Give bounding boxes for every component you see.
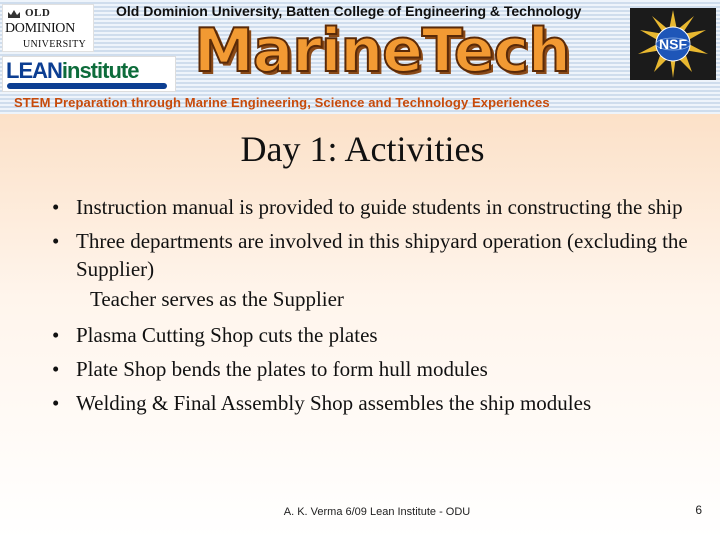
- footer-credit: A. K. Verma 6/09 Lean Institute - ODU: [283, 506, 471, 518]
- odu-logo-line1: OLD: [25, 7, 51, 19]
- bullet-item: [46, 227, 706, 283]
- bullet-item: [46, 193, 706, 221]
- crown-icon: [7, 9, 21, 19]
- bullet-text: Instruction manual is provided to guide students in constructing the ship: [76, 195, 683, 219]
- bullet-text: Plate Shop bends the plates to form hull modules: [76, 357, 488, 381]
- college-title: Old Dominion University, Batten College of Engineering & Technology: [116, 3, 582, 19]
- header-banner: [0, 0, 720, 114]
- nsf-logo-text: NSF: [659, 36, 687, 52]
- swoosh-icon: [7, 83, 167, 89]
- bullet-marker: •: [52, 391, 60, 415]
- bullet-item: [46, 321, 706, 349]
- bullet-item: [46, 355, 706, 383]
- lean-logo-lean: LEAN: [6, 58, 62, 83]
- bullet-text: Three departments are involved in this shipyard operation (excluding the Supplier): [76, 229, 688, 281]
- odu-logo-line3: UNIVERSITY: [23, 39, 86, 50]
- bullet-text: Welding & Final Assembly Shop assembles the ship modules: [76, 391, 592, 415]
- bullet-text: Teacher serves as the Supplier: [90, 287, 344, 311]
- marinetech-brand: MarineTech: [194, 16, 570, 86]
- bullet-list: [46, 193, 706, 423]
- bullet-marker: •: [52, 195, 60, 219]
- bullet-subitem: [46, 285, 706, 313]
- lean-logo-institute: institute: [61, 58, 139, 83]
- bullet-marker: •: [52, 357, 60, 381]
- lean-institute-logo: [2, 56, 176, 92]
- nsf-logo: [630, 8, 716, 80]
- slide-title: Day 1: Activities: [240, 129, 485, 169]
- odu-logo-line2: DOMINION: [5, 21, 75, 36]
- stem-tagline: STEM Preparation through Marine Engineering, Science and Technology Experiences: [14, 95, 550, 110]
- bullet-text: Plasma Cutting Shop cuts the plates: [76, 323, 378, 347]
- odu-logo: [2, 4, 94, 52]
- bullet-marker: •: [52, 229, 60, 253]
- bullet-marker: •: [52, 323, 60, 347]
- nsf-globe-icon: [630, 8, 716, 80]
- page-number: 6: [695, 503, 702, 517]
- bullet-item: [46, 389, 706, 417]
